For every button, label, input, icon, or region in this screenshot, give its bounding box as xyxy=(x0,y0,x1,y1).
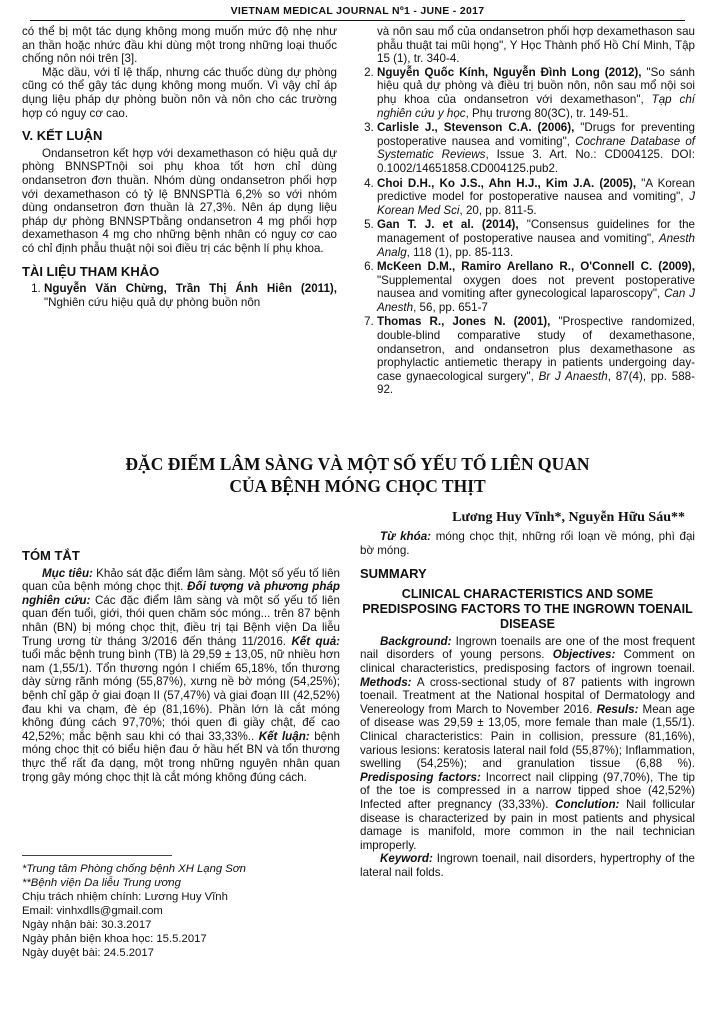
left-top-column xyxy=(22,25,337,310)
keyword-label: Keyword: xyxy=(380,852,433,866)
methods-label: Methods: xyxy=(360,675,412,689)
article-title-line-1: ĐẶC ĐIỂM LÂM SÀNG VÀ MỘT SỐ YẾU TỐ LIÊN QUAN xyxy=(125,454,590,474)
predisposing-label: Predisposing factors: xyxy=(360,770,481,784)
accepted-date: Ngày duyệt bài: 24.5.2017 xyxy=(22,947,154,959)
reference-tail: , 20, pp. 811-5. xyxy=(459,203,537,217)
discussion-paragraph-1: có thể bị một tác dụng không mong muốn mức độ nhẹ như an thần hoặc nhức đầu khi dùng một trong những loại thuốc chống nôn nói trên [3]. xyxy=(22,25,337,66)
summary-title: CLINICAL CHARACTERISTICS AND SOME PREDISPOSING FACTORS TO THE INGROWN TOENAIL DISEASE xyxy=(362,586,693,631)
methods-label: Đối tượng và phương pháp nghiên cứu: xyxy=(22,580,341,607)
reference-journal: Cochrane Database of Systematic Reviews xyxy=(377,134,695,162)
reference-tail: , 87(4), pp. 588-92. xyxy=(377,369,695,397)
objectives-text: Comment on clinical characteristics, predisposing factors of ingrown toenail. xyxy=(360,648,695,675)
reference-item-4 xyxy=(377,177,695,218)
reference-text: và nôn sau mổ của ondansetron phối hợp dexamethason sau phẫu thuật tai mũi họng", xyxy=(377,25,695,52)
reference-author: McKeen D.M., Ramiro Arellano R., O'Connell C. (2009), xyxy=(377,260,695,274)
methods-text: Các đặc điểm lâm sàng và một số yếu tố liên quan đến tuổi, giới, thói quen chăm sóc móng... trên 87 bệnh nhân (BN) bị móng chọc thịt, điều trị tại Bệnh viện Da liễu Trung ương từ tháng 3/2016 đến tháng 11/2016. xyxy=(22,593,341,648)
reference-text: "Supplemental oxygen does not prevent postoperative nausea and vomiting after gynecological laparoscopy", xyxy=(377,273,695,301)
received-date: Ngày nhận bài: 30.3.2017 xyxy=(22,919,152,931)
reference-list xyxy=(355,66,695,397)
conclusion-heading: V. KẾT LUẬN xyxy=(22,128,103,144)
reviewed-date: Ngày phản biện khoa học: 15.5.2017 xyxy=(22,933,207,945)
reference-list-start xyxy=(22,282,337,309)
reference-text: "Nghiên cứu hiệu quả dự phòng buồn nôn xyxy=(44,295,261,309)
reference-author: Nguyễn Quốc Kính, Nguyễn Đình Long (2012), xyxy=(377,65,642,79)
results-label: Kết quả: xyxy=(291,634,340,648)
reference-item-6 xyxy=(377,260,695,314)
results-text: Mean age of disease was 29,59 ± 13,05, more female than male (1,55/1). Clinical characteristics: Pain in collision, pressure (81,16%), various lesions: keratosis lateral nail fold (55,87%); Inflammation, swelling (54,25%); and granulation tissue (6,88 %). xyxy=(360,702,695,771)
keywords-label: Từ khóa: xyxy=(380,530,432,543)
background-label: Background: xyxy=(380,634,452,648)
conclusion-paragraph: Ondansetron kết hợp với dexamethason có hiệu quả dự phòng BNNSPTnội soi phụ khoa tốt hơn chỉ dùng ondansetron đơn thuần. Nhóm dùng ondansetron phối hợp với dexamethason có tỷ lệ BNNSPTlà 6,2% so với nhóm dùng ondansetron đơn thuần là 27,3%. Nên áp dụng liệu pháp dự phòng BNNSPTbằng ondansetron 4 mg phối hợp dexamethason 4 mg cho những bệnh nhân có nguy cơ cao có chỉ định phẫu thuật nội soi điều trị các bệnh lí phụ khoa. xyxy=(22,146,337,255)
article-title-line-2: CỦA BỆNH MÓNG CHỌC THỊT xyxy=(229,476,486,496)
reference-item-3 xyxy=(377,121,695,175)
reference-tail: , 118 (1), pp. 85-113. xyxy=(406,245,514,259)
footnote-divider xyxy=(22,855,172,856)
summary-paragraph xyxy=(360,635,695,853)
conclusion-label: Kết luận: xyxy=(258,729,310,743)
reference-journal: Tạp chí nghiên cứu y học xyxy=(377,92,695,120)
results-text: tuổi mắc bệnh trung bình (TB) là 29,59 ± 13,05, nữ nhiều hơn nam (1,55/1). Tổn thương ngón I chiếm 65,18%, tổn thương dày sừng rãnh móng (55,87%), xưng nề bờ móng (54,25%); bệnh chỉ gặp ở giai đoạn II (57,47%) và giai đoạn III (42,52%) đau khi va chạm, đè ép (81,16%). Phần lớn là cắt móng không đúng cách 97,70%; thói quen đi giầy chật, đế cao 42,52%; mắc bệnh sau khi có thai 33,33%.. xyxy=(22,648,340,743)
reference-item-1-continued xyxy=(355,25,695,66)
background-text: Ingrown toenails are one of the most frequent nail disorders of young persons. xyxy=(360,634,695,662)
reference-journal: J Korean Med Sci xyxy=(377,190,695,217)
objectives-label: Objectives: xyxy=(552,648,616,662)
summary-english xyxy=(360,530,695,879)
reference-text: "So sánh hiệu quả dự phòng và điều trị buồn nôn, nôn sau mổ nội soi phụ khoa của ondansetron với dexamethason", xyxy=(377,65,695,106)
reference-text: "Consensus guidelines for the management of postoperative nausea and vomiting", xyxy=(377,218,695,245)
reference-item-2 xyxy=(377,66,695,120)
affiliation-2: **Bệnh viện Da liễu Trung ương xyxy=(22,877,181,889)
keywords-vi xyxy=(360,530,695,557)
keywords-text: móng chọc thịt, những rối loạn về móng, phì đại bờ móng. xyxy=(360,530,696,557)
right-top-column xyxy=(355,25,695,398)
reference-text: "A Korean predictive model for postoperative nausea and vomiting", xyxy=(377,176,695,204)
reference-author: Choi D.H., Ko J.S., Ahn H.J., Kim J.A. (2005), xyxy=(377,176,637,190)
references-heading: TÀI LIỆU THAM KHẢO xyxy=(22,263,160,279)
objective-label: Mục tiêu: xyxy=(42,566,93,580)
reference-item-7 xyxy=(377,315,695,397)
reference-item-5 xyxy=(377,218,695,259)
summary-heading: SUMMARY xyxy=(360,566,427,582)
reference-tail: , Phụ trương 80(3C), tr. 149-51. xyxy=(465,106,629,120)
reference-author: Nguyễn Văn Chừng, Trần Thị Ánh Hiên (2011), xyxy=(44,282,337,296)
conclusion-label: Conclution: xyxy=(555,797,620,811)
results-label: Resuls: xyxy=(596,702,639,716)
abstract-heading: TÓM TẮT xyxy=(22,548,80,563)
conclusion-text: Nail follicular disease is characterized by pain in most patients and physical damage is manifold, more common in the nail technician improperly. xyxy=(360,797,695,852)
reference-journal: Can J Anesth xyxy=(377,287,695,314)
reference-tail: , Tập 15 (1), tr. 340-4. xyxy=(377,38,695,66)
objective-text: Khảo sát đặc điểm lâm sàng. Một số yếu tố liên quan của bệnh móng chọc thịt. xyxy=(22,566,340,594)
affiliation-1: *Trung tâm Phòng chống bệnh XH Lạng Sơn xyxy=(22,863,246,875)
conclusion-text: bệnh móng chọc thịt có biểu hiện đau ở hầu hết BN và tổn thương thực thể rất đa dạng, một trong những nguyên nhân quan trọng gây móng chọc thịt là cắt móng không đúng cách. xyxy=(22,729,340,784)
keywords-en xyxy=(360,852,695,879)
reference-author: Gan T. J. et al. (2014), xyxy=(377,218,519,232)
abstract-vietnamese xyxy=(22,540,340,784)
methods-text: A cross-sectional study of 87 patients with ingrown toenail. Treatment at the National hospital of Dermatology and Venereology from March to November 2016. xyxy=(360,675,695,716)
reference-tail: , Issue 3. Art. No.: CD004125. DOI: 0.1002/14651858.CD004125.pub2. xyxy=(377,148,695,175)
predisposing-text: Incorrect nail clipping (97,70%), The tip of the toe is compressed in a narrow tipped shoe (42,52%) Infected after pregnancy (33,33%). xyxy=(360,770,695,811)
reference-journal: Y Học Thành phố Hồ Chí Minh xyxy=(509,38,669,52)
abstract-paragraph xyxy=(22,567,340,785)
article-title xyxy=(20,453,695,497)
reference-journal: Anesth Analg xyxy=(377,231,695,259)
reference-text: "Prospective randomized, double-blind comparative study of dexamethasone, ondansetron, and ondansetron plus dexamethasone as prophylactic antiemetic therapy in patients undergoing day-case gynaecological surgery", xyxy=(377,315,695,383)
reference-item-1 xyxy=(44,282,337,309)
reference-journal: Br J Anaesth xyxy=(538,369,608,383)
journal-header: VIETNAM MEDICAL JOURNAL Nº1 - JUNE - 2017 xyxy=(30,5,685,21)
keyword-text: Ingrown toenail, nail disorders, hypertrophy of the lateral nail folds. xyxy=(360,852,695,879)
email: Email: vinhxdlls@gmail.com xyxy=(22,905,163,917)
responsible-author: Chịu trách nhiệm chính: Lương Huy Vĩnh xyxy=(22,891,228,903)
reference-text: "Drugs for preventing postoperative nausea and vomiting", xyxy=(377,121,695,148)
article-authors: Lương Huy Vĩnh*, Nguyễn Hữu Sáu** xyxy=(452,510,685,525)
footnotes xyxy=(22,855,340,960)
reference-author: Thomas R., Jones N. (2001), xyxy=(377,315,551,329)
discussion-paragraph-2: Mặc dầu, với tỉ lệ thấp, nhưng các thuốc dùng dự phòng cũng có thể gây tác dụng không mong muốn. Vì vậy chỉ áp dụng liệu pháp dự phòng buồn nôn và nôn cho các trường hợp có nguy cơ cao. xyxy=(22,65,337,120)
reference-author: Carlisle J., Stevenson C.A. (2006), xyxy=(377,121,575,135)
reference-tail: , 56, pp. 651-7 xyxy=(413,300,488,314)
